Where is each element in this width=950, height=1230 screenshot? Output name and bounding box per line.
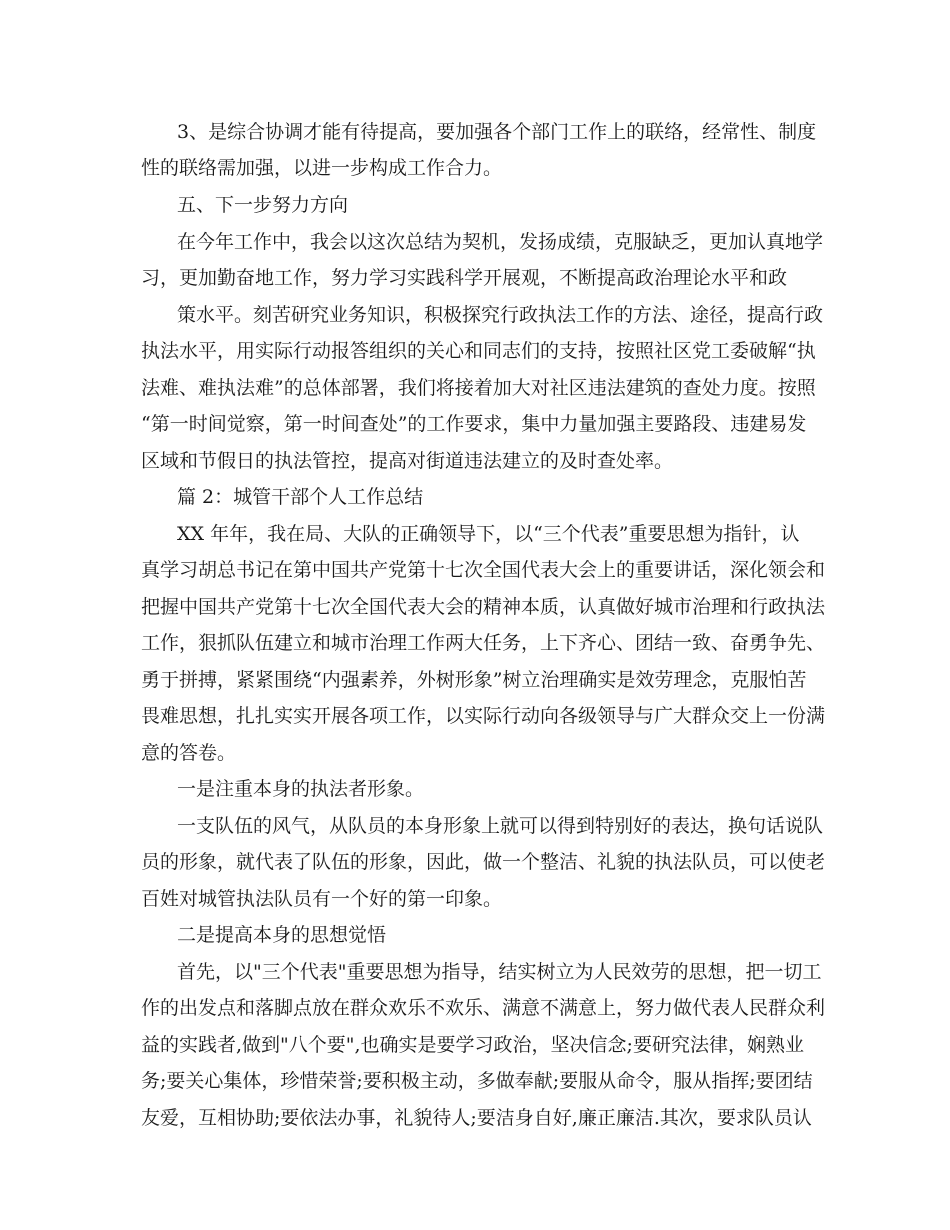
text-line: 意的答卷。 [141,742,237,764]
text-line: 把握中国共产党第十七次全国代表大会的精神本质，认真做好城市治理和行政执法 [141,596,826,618]
section-heading: 一是注重本身的执法者形象。 [177,778,425,800]
text-line: 法难、难执法难”的总体部署，我们将接着加大对社区违法建筑的查处力度。按照 [141,377,816,399]
text-line: 友爱，互相协助;要依法办事，礼貌待人;要洁身自好,廉正廉洁.其次，要求队员认 [141,1107,812,1129]
text-line: 务;要关心集体，珍惜荣誉;要积极主动，多做奉献;要服从命令，服从指挥;要团结 [141,1070,813,1092]
text-line: “第一时间觉察，第一时间查处”的工作要求，集中力量加强主要路段、违建易发 [141,413,807,435]
text-line: 性的联络需加强，以进一步构成工作合力。 [141,157,503,179]
text-line: 百姓对城管执法队员有一个好的第一印象。 [141,888,503,910]
section-heading: 篇 2：城管干部个人工作总结 [177,486,424,508]
text-line: 首先，以"三个代表"重要思想为指导，结实树立为人民效劳的思想，把一切工 [177,961,822,983]
text-line: 一支队伍的风气，从队员的本身形象上就可以得到特别好的表达，换句话说队 [177,815,824,837]
text-line: 畏难思想，扎扎实实开展各项工作，以实际行动向各级领导与广大群众交上一份满 [141,705,826,727]
text-line: 策水平。刻苦研究业务知识，积极探究行政执法工作的方法、途径，提高行政 [177,304,824,326]
text-line: 3、是综合协调才能有待提高，要加强各个部门工作上的联络，经常性、制度 [177,121,817,143]
text-line: 真学习胡总书记在第中国共产党第十七次全国代表大会上的重要讲话，深化领会和 [141,559,826,581]
text-line: 区域和节假日的执法管控，提高对街道违法建立的及时查处率。 [141,450,674,472]
text-line: 作的出发点和落脚点放在群众欢乐不欢乐、满意不满意上，努力做代表人民群众利 [141,997,826,1019]
text-line: 员的形象，就代表了队伍的形象，因此，做一个整洁、礼貌的执法队员，可以使老 [141,851,826,873]
text-line: 习，更加勤奋地工作，努力学习实践科学开展观，不断提高政治理论水平和政 [141,267,788,289]
text-line: 益的实践者,做到"八个要",也确实是要学习政治，坚决信念;要研究法律，娴熟业 [141,1034,804,1056]
text-line: 执法水平，用实际行动报答组织的关心和同志们的支持，按照社区党工委破解“执 [141,340,816,362]
section-heading: 二是提高本身的思想觉悟 [177,924,387,946]
text-line: 勇于拼搏，紧紧围绕“内强素养，外树形象”树立治理确实是效劳理念，克服怕苦 [141,669,807,691]
text-line: 工作，狠抓队伍建立和城市治理工作两大任务，上下齐心、团结一致、奋勇争先、 [141,632,826,654]
text-line: 在今年工作中，我会以这次总结为契机，发扬成绩，克服缺乏，更加认真地学 [177,231,824,253]
text-line: XX 年年，我在局、大队的正确领导下，以“三个代表”重要思想为指针，认 [177,523,800,545]
section-heading: 五、下一步努力方向 [177,194,349,216]
